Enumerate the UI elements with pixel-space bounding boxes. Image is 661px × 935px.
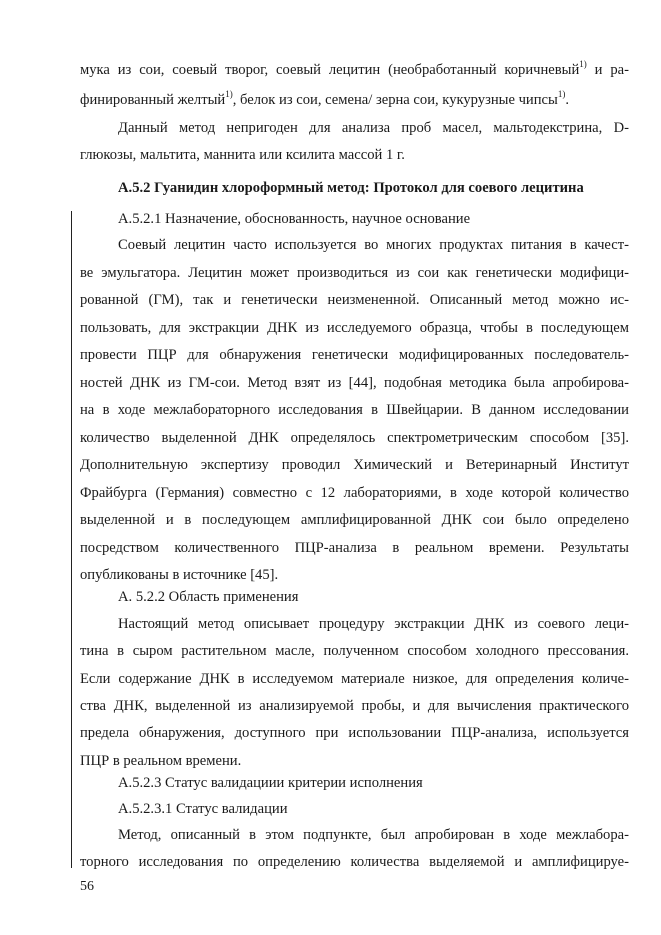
paragraph-line: предела обнаружения, доступного при использовании ПЦР-анализа, используется bbox=[80, 725, 629, 742]
paragraph-line: Настоящий метод описывает процедуру экстракции ДНК из соевого леци- bbox=[118, 616, 629, 632]
footnote-marker: 1) bbox=[579, 59, 587, 69]
text: , белок из сои, семена/ зерна сои, кукурузные чипсы bbox=[232, 92, 558, 108]
intro-line-2 bbox=[80, 90, 629, 110]
paragraph-line: Фрайбурга (Германия) совместно с 12 лабораториями, в ходе которой количество bbox=[80, 484, 629, 501]
subsection-heading: А. 5.2.2 Область применения bbox=[118, 589, 299, 605]
paragraph-line: провести ПЦР для обнаружения генетически модифицированных последователь- bbox=[80, 347, 629, 363]
paragraph-line: тина в сыром растительном масле, полученном способом холодного прессования. bbox=[80, 643, 629, 660]
page-number: 56 bbox=[80, 879, 94, 894]
footnote-marker: 1) bbox=[557, 89, 566, 99]
paragraph-line: Соевый лецитин часто используется во многих продуктах питания в качест- bbox=[118, 237, 629, 253]
footnote-marker: 1) bbox=[225, 89, 233, 99]
paragraph-line: Метод, описанный в этом подпункте, был апробирован в ходе межлабора- bbox=[118, 827, 629, 843]
paragraph-line: ПЦР в реальном времени. bbox=[80, 752, 242, 769]
text: и ра- bbox=[586, 62, 629, 78]
paragraph-line: Данный метод непригоден для анализа проб масел, мальтодекстрина, D- bbox=[118, 120, 629, 136]
subsection-heading: А.5.2.1 Назначение, обоснованность, научное основание bbox=[118, 211, 471, 227]
text: мука из сои, соевый творог, соевый лецитин (необработанный коричневый bbox=[80, 62, 580, 78]
paragraph-line: пользовать, для экстракции ДНК из исследуемого образца, чтобы в последующем bbox=[80, 319, 629, 336]
paragraph-line: Дополнительную экспертизу проводил Химический и Ветеринарный Институт bbox=[80, 457, 629, 473]
paragraph-line: количество выделенной ДНК определялось спектрометрическим способом [35]. bbox=[80, 429, 629, 446]
intro-line-1 bbox=[80, 60, 629, 80]
paragraph-line: ве эмульгатора. Лецитин может производиться из сои как генетически модифици- bbox=[80, 264, 629, 281]
paragraph-line: посредством количественного ПЦР-анализа в реальном времени. Результаты bbox=[80, 539, 629, 556]
subsection-heading: А.5.2.3 Статус валидациии критерии исполнения bbox=[118, 775, 423, 791]
section-heading: А.5.2 Гуанидин хлороформный метод: Протокол для соевого лецитина bbox=[118, 180, 584, 196]
text: финированный желтый bbox=[80, 92, 226, 108]
paragraph-line: Если содержание ДНК в исследуемом материале низкое, для определения количе- bbox=[80, 670, 629, 687]
paragraph-line: торного исследования по определению количества выделяемой и амплифицируе- bbox=[80, 854, 629, 870]
paragraph-line: рованной (ГМ), так и генетически неизмененной. Описанный метод можно ис- bbox=[80, 292, 629, 308]
paragraph-line: опубликованы в источнике [45]. bbox=[80, 567, 279, 583]
paragraph-line: выделенной и в последующем амплифицированной ДНК сои было определено bbox=[80, 512, 629, 528]
paragraph-line: глюкозы, мальтита, маннита или ксилита массой 1 г. bbox=[80, 147, 405, 163]
revision-bar bbox=[71, 211, 72, 868]
subsection-heading: А.5.2.3.1 Статус валидации bbox=[118, 801, 288, 817]
paragraph-line: на в ходе межлабораторного исследования в Швейцарии. В данном исследовании bbox=[80, 402, 629, 418]
paragraph-line: ства ДНК, выделенной из анализируемой пробы, и для вычисления практического bbox=[80, 697, 629, 714]
paragraph-line: ностей ДНК из ГМ-сои. Метод взят из [44], подобная методика была апробирова- bbox=[80, 374, 629, 391]
text: . bbox=[565, 92, 569, 108]
